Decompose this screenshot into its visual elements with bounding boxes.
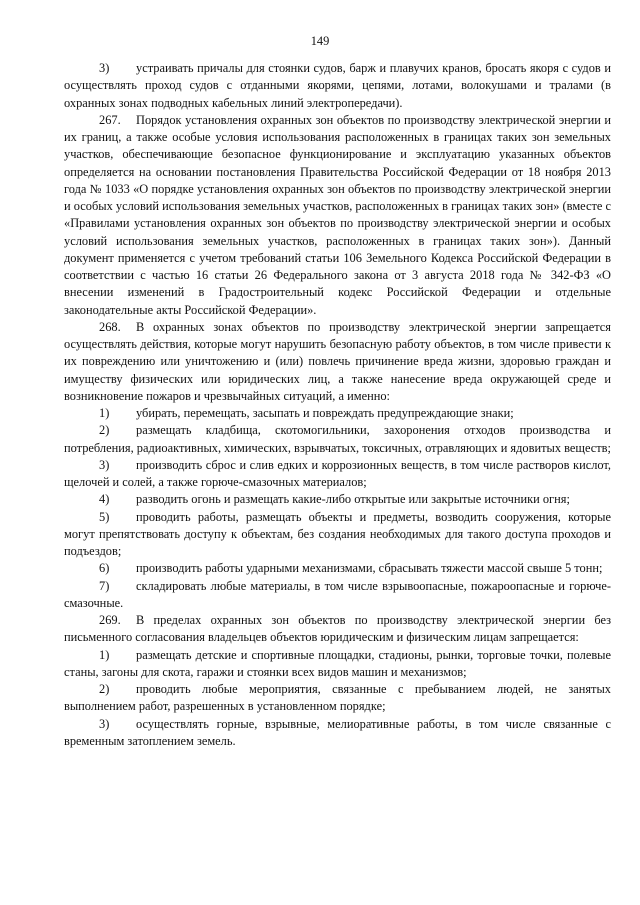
item-number: 1) xyxy=(99,647,110,662)
page-number: 149 xyxy=(310,34,330,48)
numbered-paragraph xyxy=(64,112,611,319)
item-number: 268. xyxy=(99,319,121,334)
item-text: осуществлять горные, взрывные, мелиоративные работы, в том числе связанные с временным затоплением земель. xyxy=(64,716,611,748)
numbered-paragraph xyxy=(64,612,611,647)
list-item xyxy=(64,716,611,751)
list-item xyxy=(64,578,611,613)
item-text: проводить любые мероприятия, связанные с пребыванием людей, не занятых выполнением работ, разрешенных в установленном порядке; xyxy=(64,682,611,714)
item-text: размещать детские и спортивные площадки, стадионы, рынки, торговые точки, полевые станы, загоны для скота, гаражи и стоянки всех видов машин и механизмов; xyxy=(64,647,611,679)
item-number: 269. xyxy=(99,613,121,627)
item-number: 267. xyxy=(99,112,121,127)
item-text: Порядок установления охранных зон объектов по производству электрической энергии и их границ, а также особые условия использования расположенных в границах таких зон земельных участков, обеспечивающие безопасное функционирование и эксплуатацию указанных объектов определяется на основании постановления Правительства Российской Федерации от 18 ноября 2013 года № 1033 «О порядке установления охранных зон объектов по производству электрической энергии и особых условий использования земельных участков, расположенных в границах таких зон» (вместе с «Правилами установления охранных зон объектов по производству электрической энергии и особых условий использования земельных участков, расположенных в границах таких зон»). Данный документ применяется с учетом требований статьи 106 Земельного Кодекса Российской Федерации в соответствии с частью 16 статьи 26 Федерального закона от 3 августа 2018 года № 342-ФЗ «О внесении изменений в Градостроительный кодекс Российской Федерации и отдельные законодательные акты Российской Федерации». xyxy=(64,112,611,317)
item-number: 6) xyxy=(99,561,110,576)
item-text: устраивать причалы для стоянки судов, барж и плавучих кранов, бросать якоря с судов и осуществлять проход судов с отданными якорями, цепями, лотами, волокушами и тралами (в охранных зонах подводных кабельных линий электропередачи). xyxy=(64,61,611,110)
item-number: 7) xyxy=(99,578,110,593)
item-text: производить сброс и слив едких и коррозионных веществ, в том числе растворов кислот, щелочей и солей, а также горюче-смазочных материалов; xyxy=(64,457,611,489)
item-text: В пределах охранных зон объектов по производству электрической энергии без письменного согласования владельцев объектов юридическим и физическим лицам запрещается: xyxy=(64,613,611,645)
list-item xyxy=(64,647,611,682)
item-number: 4) xyxy=(99,492,110,507)
list-item xyxy=(64,491,611,508)
document-body xyxy=(64,60,611,750)
item-number: 2) xyxy=(99,682,110,696)
item-number: 3) xyxy=(99,457,110,472)
item-text: В охранных зонах объектов по производству электрической энергии запрещается осуществлять действия, которые могут нарушить безопасную работу объектов, в том числе привести к их повреждению или уничтожению и (или) повлечь причинение вреда жизни, здоровью граждан и имуществу физических или юридических лиц, а также нанесение вреда окружающей среде и возникновение пожаров и чрезвычайных ситуаций, а именно: xyxy=(64,319,611,403)
item-text: производить работы ударными механизмами, сбрасывать тяжести массой свыше 5 тонн; xyxy=(136,561,603,576)
item-text: проводить работы, размещать объекты и предметы, возводить сооружения, которые могут препятствовать доступу к объектам, без создания необходимых для такого доступа проходов и подъездов; xyxy=(64,509,611,558)
list-item xyxy=(64,405,611,422)
item-number: 2) xyxy=(99,423,110,438)
list-item xyxy=(64,457,611,492)
item-text: убирать, перемещать, засыпать и повреждать предупреждающие знаки; xyxy=(136,406,514,420)
item-text: складировать любые материалы, в том числе взрывоопасные, пожароопасные и горюче-смазочные. xyxy=(64,578,611,610)
list-item xyxy=(64,681,611,716)
item-text: разводить огонь и размещать какие-либо открытые или закрытые источники огня; xyxy=(136,492,570,507)
numbered-paragraph xyxy=(64,319,611,405)
item-number: 3) xyxy=(99,61,110,75)
item-number: 1) xyxy=(99,406,110,420)
list-item xyxy=(64,509,611,561)
list-item xyxy=(64,60,611,112)
item-number: 5) xyxy=(99,509,110,524)
list-item xyxy=(64,560,611,577)
item-text: размещать кладбища, скотомогильники, захоронения отходов производства и потребления, радиоактивных, химических, взрывчатых, токсичных, отравляющих и ядовитых веществ; xyxy=(64,423,611,455)
list-item xyxy=(64,422,611,457)
item-number: 3) xyxy=(99,716,110,731)
